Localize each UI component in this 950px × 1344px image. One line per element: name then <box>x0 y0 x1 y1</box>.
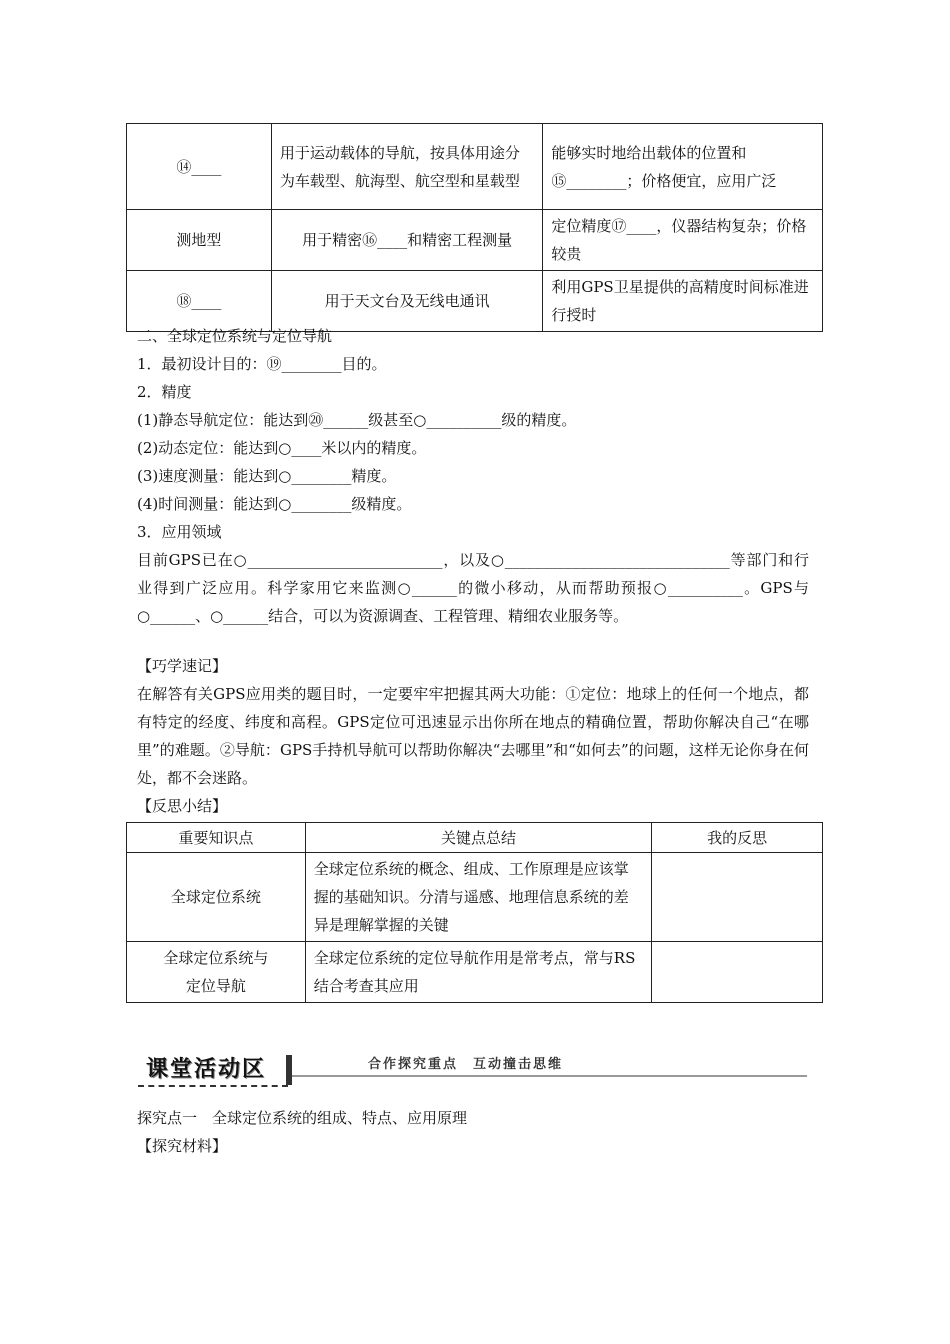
table-cell-feature: 能够实时地给出载体的位置和⑮________；价格便宜，应用广泛 <box>543 124 823 210</box>
table-cell-type: ⑭____ <box>127 124 272 210</box>
column-header: 重要知识点 <box>127 823 306 853</box>
item-precision: 2．精度 <box>137 383 192 401</box>
reflect-heading: 【反思小结】 <box>137 797 228 815</box>
table-cell-use: 用于运动载体的导航，按具体用途分为车载型、航海型、航空型和星载型 <box>271 124 543 210</box>
table-row <box>127 853 823 942</box>
section-banner-subtitle: 合作探究重点 互动撞击思维 <box>368 1057 564 1072</box>
column-header: 我的反思 <box>652 823 823 853</box>
tips-heading: 【巧学速记】 <box>137 657 228 675</box>
tips-paragraph: 在解答有关GPS应用类的题目时，一定要牢牢把握其两大功能：①定位：地球上的任何一个地点，都有特定的经度、纬度和高程。GPS定位可迅速显示出你所在地点的精确位置，帮助你解决自己“在哪里”的难题。②导航：GPS手持机导航可以帮助你解决“去哪里”和“如何去”的问题，这样无论你身在何处，都不会迷路。 <box>137 685 809 787</box>
table-row <box>127 124 823 210</box>
table-cell-feature: 定位精度⑰____，仪器结构复杂；价格较贵 <box>543 210 823 271</box>
banner-divider <box>286 1055 292 1085</box>
table-cell-type: 测地型 <box>127 210 272 271</box>
column-header: 关键点总结 <box>305 823 651 853</box>
item-speed-precision: (3)速度测量：能达到○________精度。 <box>137 467 397 485</box>
table-row <box>127 210 823 271</box>
section-banner-title: 课堂活动区 <box>146 1057 267 1082</box>
application-paragraph: 目前GPS已在○__________________________，以及○______________________________等部门和行业得到广泛应用。科学家用它来监测○______的微小移动，从而帮助预报○__________。GPS与○______、○______结合，可以为资源调查、工程管理、精细农业服务等。 <box>137 551 809 625</box>
table-cell-use: 用于精密⑯____和精密工程测量 <box>271 210 543 271</box>
table-cell-mine[interactable] <box>652 853 823 942</box>
table-cell-summary: 全球定位系统的概念、组成、工作原理是应该掌握的基础知识。分清与遥感、地理信息系统的差异是理解掌握的关键 <box>305 853 651 942</box>
table-cell-point: 全球定位系统与定位导航 <box>127 942 306 1003</box>
reflect-table <box>126 822 823 1003</box>
banner-dashed-rule <box>138 1085 288 1087</box>
banner-rule <box>292 1075 807 1077</box>
item-dynamic-precision: (2)动态定位：能达到○____米以内的精度。 <box>137 439 427 457</box>
table-cell-type: ⑱____ <box>127 271 272 332</box>
item-static-precision: (1)静态导航定位：能达到⑳______级甚至○__________级的精度。 <box>137 411 577 429</box>
table-cell-summary: 全球定位系统的定位导航作用是常考点，常与RS结合考查其应用 <box>305 942 651 1003</box>
item-design-purpose: 1．最初设计目的：⑲________目的。 <box>137 355 387 373</box>
explore-point-heading: 探究点一 全球定位系统的组成、特点、应用原理 <box>137 1109 468 1127</box>
gps-type-table <box>126 123 823 332</box>
table-cell-use: 用于天文台及无线电通讯 <box>271 271 543 332</box>
section-heading: 二、全球定位系统与定位导航 <box>137 327 333 345</box>
table-cell-point: 全球定位系统 <box>127 853 306 942</box>
item-time-precision: (4)时间测量：能达到○________级精度。 <box>137 495 412 513</box>
table-row <box>127 942 823 1003</box>
table-header-row <box>127 823 823 853</box>
table-cell-feature: 利用GPS卫星提供的高精度时间标准进行授时 <box>543 271 823 332</box>
item-application: 3．应用领域 <box>137 523 222 541</box>
table-cell-mine[interactable] <box>652 942 823 1003</box>
explore-material-heading: 【探究材料】 <box>137 1137 228 1155</box>
